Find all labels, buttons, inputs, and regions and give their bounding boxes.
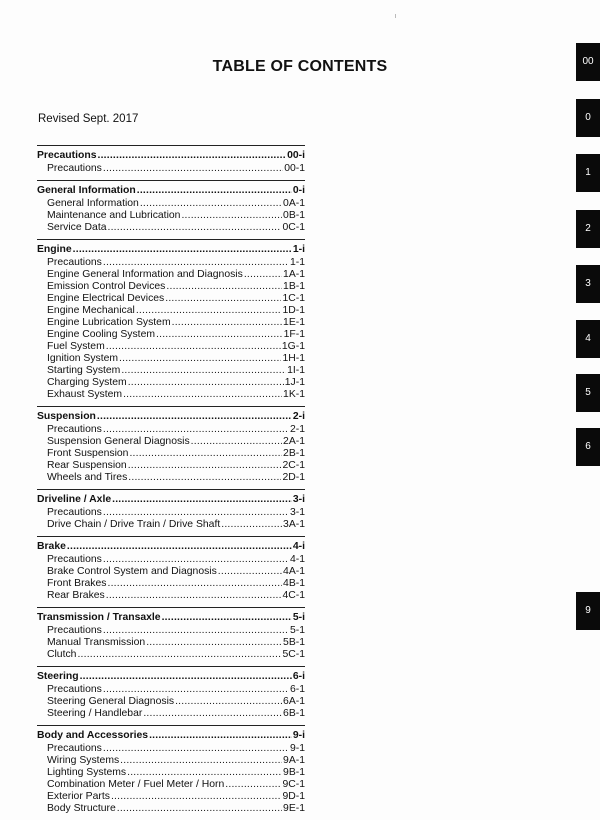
toc-entry[interactable] xyxy=(37,389,305,401)
toc-entry[interactable] xyxy=(37,779,305,791)
toc-section xyxy=(37,607,305,661)
dot-leader xyxy=(244,269,282,281)
toc-entry[interactable] xyxy=(37,293,305,305)
dot-leader xyxy=(128,377,284,389)
toc-entry[interactable] xyxy=(37,578,305,590)
entry-title: Body Structure xyxy=(47,803,116,814)
toc-section xyxy=(37,180,305,234)
section-page: 0-i xyxy=(292,185,305,196)
entry-page: 6A-1 xyxy=(283,696,305,707)
entry-page: 00-1 xyxy=(284,163,305,174)
toc-entry[interactable] xyxy=(37,257,305,269)
section-tab[interactable]: 9 xyxy=(576,592,600,630)
entry-page: 9-1 xyxy=(289,743,305,754)
section-tab[interactable]: 6 xyxy=(576,428,600,466)
section-page: 5-i xyxy=(292,612,305,623)
dot-leader xyxy=(143,708,282,720)
entry-page: 1H-1 xyxy=(282,353,305,364)
entry-title: Charging System xyxy=(47,377,127,388)
dot-leader xyxy=(119,353,281,365)
entry-page: 2B-1 xyxy=(283,448,305,459)
entry-page: 9A-1 xyxy=(283,755,305,766)
toc-entry[interactable] xyxy=(37,269,305,281)
entry-title: Lighting Systems xyxy=(47,767,127,778)
section-title: Precautions xyxy=(37,150,97,161)
entry-title: Precautions xyxy=(47,163,102,174)
dot-leader xyxy=(129,448,282,460)
dot-leader xyxy=(103,507,289,519)
toc-entry[interactable] xyxy=(37,460,305,472)
dot-leader xyxy=(103,257,289,269)
entry-title: Brake Control System and Diagnosis xyxy=(47,566,217,577)
toc-entry[interactable] xyxy=(37,696,305,708)
dot-leader xyxy=(73,243,292,256)
dot-leader xyxy=(111,791,282,803)
section-title: Brake xyxy=(37,541,66,552)
entry-title: Engine Mechanical xyxy=(47,305,135,316)
section-title: Body and Accessories xyxy=(37,730,149,741)
toc-entry[interactable] xyxy=(37,554,305,566)
entry-page: 0B-1 xyxy=(283,210,305,221)
entry-title: Steering / Handlebar xyxy=(47,708,143,719)
toc-section-heading[interactable] xyxy=(37,410,305,423)
entry-title: Precautions xyxy=(47,554,102,565)
entry-title: Rear Suspension xyxy=(47,460,127,471)
toc-entry[interactable] xyxy=(37,566,305,578)
entry-page: 5-1 xyxy=(289,625,305,636)
toc-entry[interactable] xyxy=(37,708,305,720)
entry-title: Exhaust System xyxy=(47,389,123,400)
page-title: TABLE OF CONTENTS xyxy=(212,58,388,75)
dot-leader xyxy=(218,566,282,578)
section-page: 00-i xyxy=(287,150,305,161)
dot-leader xyxy=(103,424,289,436)
entry-page: 2C-1 xyxy=(282,460,305,471)
entry-page: 5B-1 xyxy=(283,637,305,648)
dot-leader xyxy=(103,684,289,696)
toc-entry[interactable] xyxy=(37,353,305,365)
toc-entry[interactable] xyxy=(37,743,305,755)
dot-leader xyxy=(225,779,281,791)
dot-leader xyxy=(140,198,282,210)
dot-leader xyxy=(121,365,286,377)
entry-title: Rear Brakes xyxy=(47,590,105,601)
entry-title: Manual Transmission xyxy=(47,637,146,648)
entry-title: Starting System xyxy=(47,365,121,376)
entry-page: 1A-1 xyxy=(283,269,305,280)
entry-title: General Information xyxy=(47,198,139,209)
dot-leader xyxy=(103,743,289,755)
section-title: Transmission / Transaxle xyxy=(37,612,161,623)
toc-entry[interactable] xyxy=(37,625,305,637)
entry-page: 1C-1 xyxy=(282,293,305,304)
dot-leader xyxy=(107,222,281,234)
dot-leader xyxy=(120,755,282,767)
section-title: General Information xyxy=(37,185,136,196)
toc-section-heading[interactable] xyxy=(37,670,305,683)
entry-title: Wiring Systems xyxy=(47,755,120,766)
toc-section xyxy=(37,489,305,531)
entry-page: 3-1 xyxy=(289,507,305,518)
toc-entry[interactable] xyxy=(37,222,305,234)
entry-page: 1F-1 xyxy=(283,329,305,340)
section-tab[interactable]: 1 xyxy=(576,154,600,192)
toc-entry[interactable] xyxy=(37,317,305,329)
entry-page: 1B-1 xyxy=(283,281,305,292)
toc-entry[interactable] xyxy=(37,365,305,377)
toc-section xyxy=(37,536,305,602)
dot-leader xyxy=(137,184,292,197)
section-page: 4-i xyxy=(292,541,305,552)
dot-leader xyxy=(97,149,286,162)
entry-page: 4C-1 xyxy=(282,590,305,601)
section-page: 2-i xyxy=(292,411,305,422)
toc-section-heading[interactable] xyxy=(37,149,305,162)
dot-leader xyxy=(172,317,282,329)
entry-title: Clutch xyxy=(47,649,77,660)
dot-leader xyxy=(146,637,282,649)
entry-page: 0C-1 xyxy=(282,222,305,233)
section-tab[interactable]: 5 xyxy=(576,374,600,412)
toc-entry[interactable] xyxy=(37,341,305,353)
dot-leader xyxy=(106,341,281,353)
toc-entry[interactable] xyxy=(37,305,305,317)
table-of-contents xyxy=(37,145,305,820)
entry-page: 1K-1 xyxy=(283,389,305,400)
entry-title: Steering General Diagnosis xyxy=(47,696,175,707)
dot-leader xyxy=(128,460,282,472)
entry-page: 6B-1 xyxy=(283,708,305,719)
toc-entry[interactable] xyxy=(37,791,305,803)
toc-entry[interactable] xyxy=(37,198,305,210)
toc-section xyxy=(37,666,305,720)
entry-title: Combination Meter / Fuel Meter / Horn xyxy=(47,779,225,790)
entry-page: 9B-1 xyxy=(283,767,305,778)
entry-page: 1E-1 xyxy=(283,317,305,328)
dot-leader xyxy=(123,389,282,401)
entry-title: Precautions xyxy=(47,684,102,695)
dot-leader xyxy=(67,540,292,553)
entry-page: 4-1 xyxy=(289,554,305,565)
dot-leader xyxy=(166,281,282,293)
entry-title: Front Suspension xyxy=(47,448,129,459)
entry-title: Engine Lubrication System xyxy=(47,317,171,328)
toc-section xyxy=(37,145,305,175)
toc-entry[interactable] xyxy=(37,329,305,341)
toc-section xyxy=(37,239,305,401)
dot-leader xyxy=(117,803,282,815)
toc-section xyxy=(37,725,305,815)
dot-leader xyxy=(181,210,282,222)
toc-entry[interactable] xyxy=(37,649,305,661)
entry-page: 1-1 xyxy=(289,257,305,268)
section-title: Suspension xyxy=(37,411,96,422)
dot-leader xyxy=(175,696,282,708)
section-page: 1-i xyxy=(292,244,305,255)
dot-leader xyxy=(103,625,289,637)
dot-leader xyxy=(106,590,282,602)
entry-title: Engine Cooling System xyxy=(47,329,156,340)
entry-page: 4A-1 xyxy=(283,566,305,577)
entry-page: 6-1 xyxy=(289,684,305,695)
dot-leader xyxy=(191,436,282,448)
section-tab[interactable]: 3 xyxy=(576,265,600,303)
section-page: 6-i xyxy=(292,671,305,682)
entry-page: 1J-1 xyxy=(284,377,305,388)
entry-page: 2-1 xyxy=(289,424,305,435)
dot-leader xyxy=(103,554,289,566)
top-mark xyxy=(395,14,396,18)
section-page: 3-i xyxy=(292,494,305,505)
dot-leader xyxy=(136,305,282,317)
entry-title: Precautions xyxy=(47,507,102,518)
entry-title: Front Brakes xyxy=(47,578,107,589)
entry-page: 1G-1 xyxy=(281,341,305,352)
toc-entry[interactable] xyxy=(37,424,305,436)
section-tab[interactable]: 4 xyxy=(576,320,600,358)
dot-leader xyxy=(97,410,292,423)
entry-title: Service Data xyxy=(47,222,107,233)
toc-entry[interactable] xyxy=(37,767,305,779)
toc-entry[interactable] xyxy=(37,637,305,649)
toc-entry[interactable] xyxy=(37,436,305,448)
entry-title: Precautions xyxy=(47,257,102,268)
revised-date: Revised Sept. 2017 xyxy=(38,113,139,125)
dot-leader xyxy=(149,729,292,742)
entry-title: Engine General Information and Diagnosis xyxy=(47,269,243,280)
entry-title: Precautions xyxy=(47,625,102,636)
dot-leader xyxy=(107,578,282,590)
entry-title: Wheels and Tires xyxy=(47,472,128,483)
toc-entry[interactable] xyxy=(37,163,305,175)
entry-page: 9D-1 xyxy=(282,791,305,802)
entry-page: 1I-1 xyxy=(287,365,305,376)
toc-entry[interactable] xyxy=(37,684,305,696)
entry-page: 3A-1 xyxy=(283,519,305,530)
entry-title: Exterior Parts xyxy=(47,791,110,802)
toc-entry[interactable] xyxy=(37,803,305,815)
entry-title: Suspension General Diagnosis xyxy=(47,436,190,447)
entry-title: Drive Chain / Drive Train / Drive Shaft xyxy=(47,519,221,530)
entry-title: Ignition System xyxy=(47,353,119,364)
dot-leader xyxy=(221,519,282,531)
toc-section-heading[interactable] xyxy=(37,493,305,506)
dot-leader xyxy=(156,329,283,341)
dot-leader xyxy=(128,472,281,484)
entry-title: Engine Electrical Devices xyxy=(47,293,165,304)
entry-page: 9C-1 xyxy=(282,779,305,790)
section-title: Driveline / Axle xyxy=(37,494,112,505)
toc-entry[interactable] xyxy=(37,590,305,602)
entry-title: Precautions xyxy=(47,424,102,435)
section-tab[interactable]: 2 xyxy=(576,210,600,248)
entry-title: Emission Control Devices xyxy=(47,281,166,292)
toc-section-heading[interactable] xyxy=(37,184,305,197)
entry-page: 1D-1 xyxy=(282,305,305,316)
section-page: 9-i xyxy=(292,730,305,741)
dot-leader xyxy=(165,293,281,305)
toc-section-heading[interactable] xyxy=(37,540,305,553)
toc-entry[interactable] xyxy=(37,210,305,222)
entry-title: Precautions xyxy=(47,743,102,754)
entry-title: Maintenance and Lubrication xyxy=(47,210,181,221)
section-tab[interactable]: 00 xyxy=(576,43,600,81)
entry-page: 2A-1 xyxy=(283,436,305,447)
toc-section xyxy=(37,406,305,484)
section-tab[interactable]: 0 xyxy=(576,99,600,137)
toc-section-heading[interactable] xyxy=(37,243,305,256)
dot-leader xyxy=(80,670,292,683)
toc-entry[interactable] xyxy=(37,755,305,767)
section-tabs xyxy=(576,0,600,800)
dot-leader xyxy=(127,767,282,779)
entry-page: 2D-1 xyxy=(282,472,305,483)
entry-page: 5C-1 xyxy=(282,649,305,660)
toc-entry[interactable] xyxy=(37,519,305,531)
dot-leader xyxy=(162,611,292,624)
toc-section-heading[interactable] xyxy=(37,611,305,624)
toc-entry[interactable] xyxy=(37,281,305,293)
section-title: Engine xyxy=(37,244,72,255)
toc-entry[interactable] xyxy=(37,448,305,460)
dot-leader xyxy=(103,163,283,175)
dot-leader xyxy=(112,493,292,506)
toc-section-heading[interactable] xyxy=(37,729,305,742)
toc-entry[interactable] xyxy=(37,507,305,519)
dot-leader xyxy=(77,649,281,661)
entry-page: 0A-1 xyxy=(283,198,305,209)
entry-title: Fuel System xyxy=(47,341,105,352)
entry-page: 4B-1 xyxy=(283,578,305,589)
toc-entry[interactable] xyxy=(37,472,305,484)
toc-entry[interactable] xyxy=(37,377,305,389)
section-title: Steering xyxy=(37,671,79,682)
entry-page: 9E-1 xyxy=(283,803,305,814)
